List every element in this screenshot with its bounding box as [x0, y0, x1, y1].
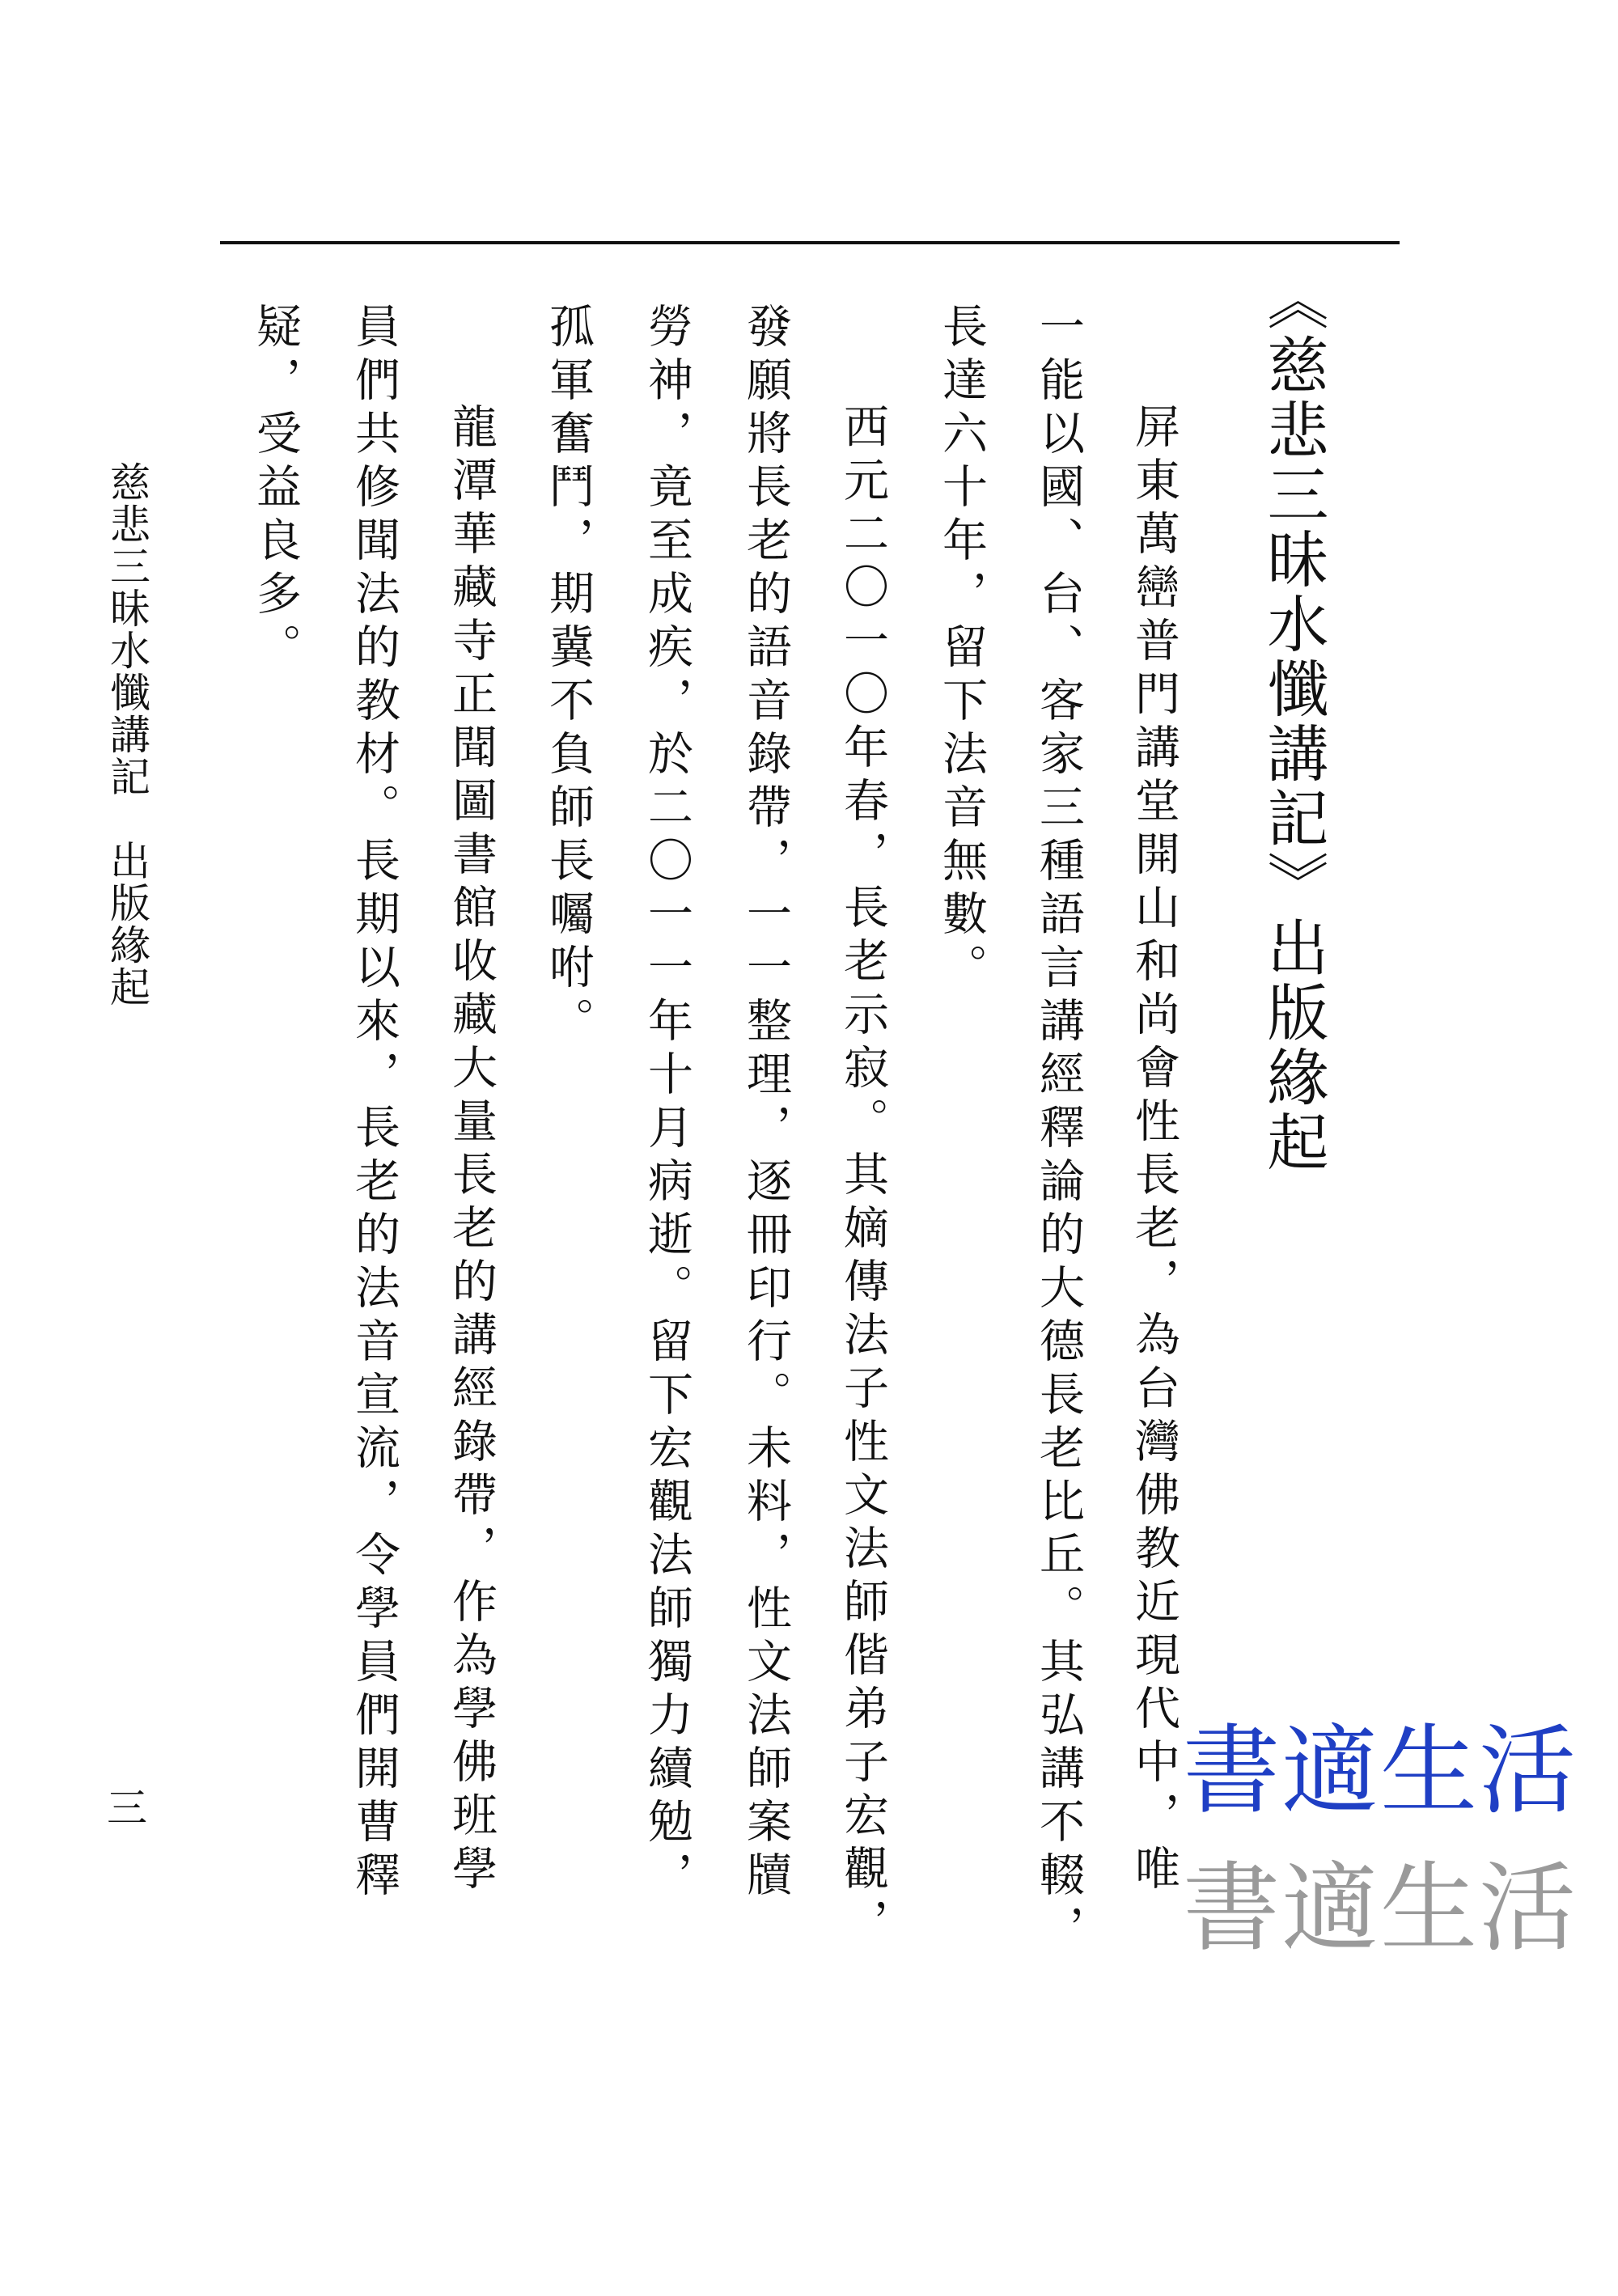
paragraph-line: 勞神，竟至成疾，於二〇一一年十月病逝。留下宏觀法師獨力續勉， — [641, 303, 693, 1904]
paragraph-line: 孤軍奮鬥，期冀不負師長囑咐。 — [542, 303, 595, 1050]
paragraph-line: 長達六十年，留下法音無數。 — [935, 303, 988, 997]
paragraph-line: 一能以國、台、客家三種語言講經釋論的大德長老比丘。其弘講不輟， — [1032, 303, 1085, 1958]
paragraph-line: 疑，受益良多。 — [249, 303, 302, 676]
running-title: 慈悲三昧水懺講記 出版緣起 — [104, 461, 150, 1008]
watermark-primary: 書適生活 — [1183, 1715, 1578, 1828]
paragraph-line: 龍潭華藏寺正聞圖書館收藏大量長老的講經錄帶，作為學佛班學 — [445, 403, 498, 1898]
top-rule — [220, 241, 1400, 244]
page-number: 三 — [107, 1785, 147, 1832]
paragraph-line: 員們共修聞法的教材。長期以來，長老的法音宣流，令學員們開曹釋 — [348, 303, 400, 1904]
watermark-secondary: 書適生活 — [1183, 1853, 1578, 1965]
paragraph-line: 屏東萬巒普門講堂開山和尚會性長老，為台灣佛教近現代中，唯 — [1128, 403, 1180, 1898]
paragraph-line: 發願將長老的語音錄帶，一一整理，逐冊印行。未料，性文法師案牘 — [739, 303, 792, 1904]
paragraph-line: 西元二〇一〇年春，長老示寂。其嫡傳法子性文法師偕弟子宏觀， — [837, 403, 889, 1951]
document-title: 《慈悲三昧水懺講記》出版緣起 — [1257, 269, 1329, 1175]
